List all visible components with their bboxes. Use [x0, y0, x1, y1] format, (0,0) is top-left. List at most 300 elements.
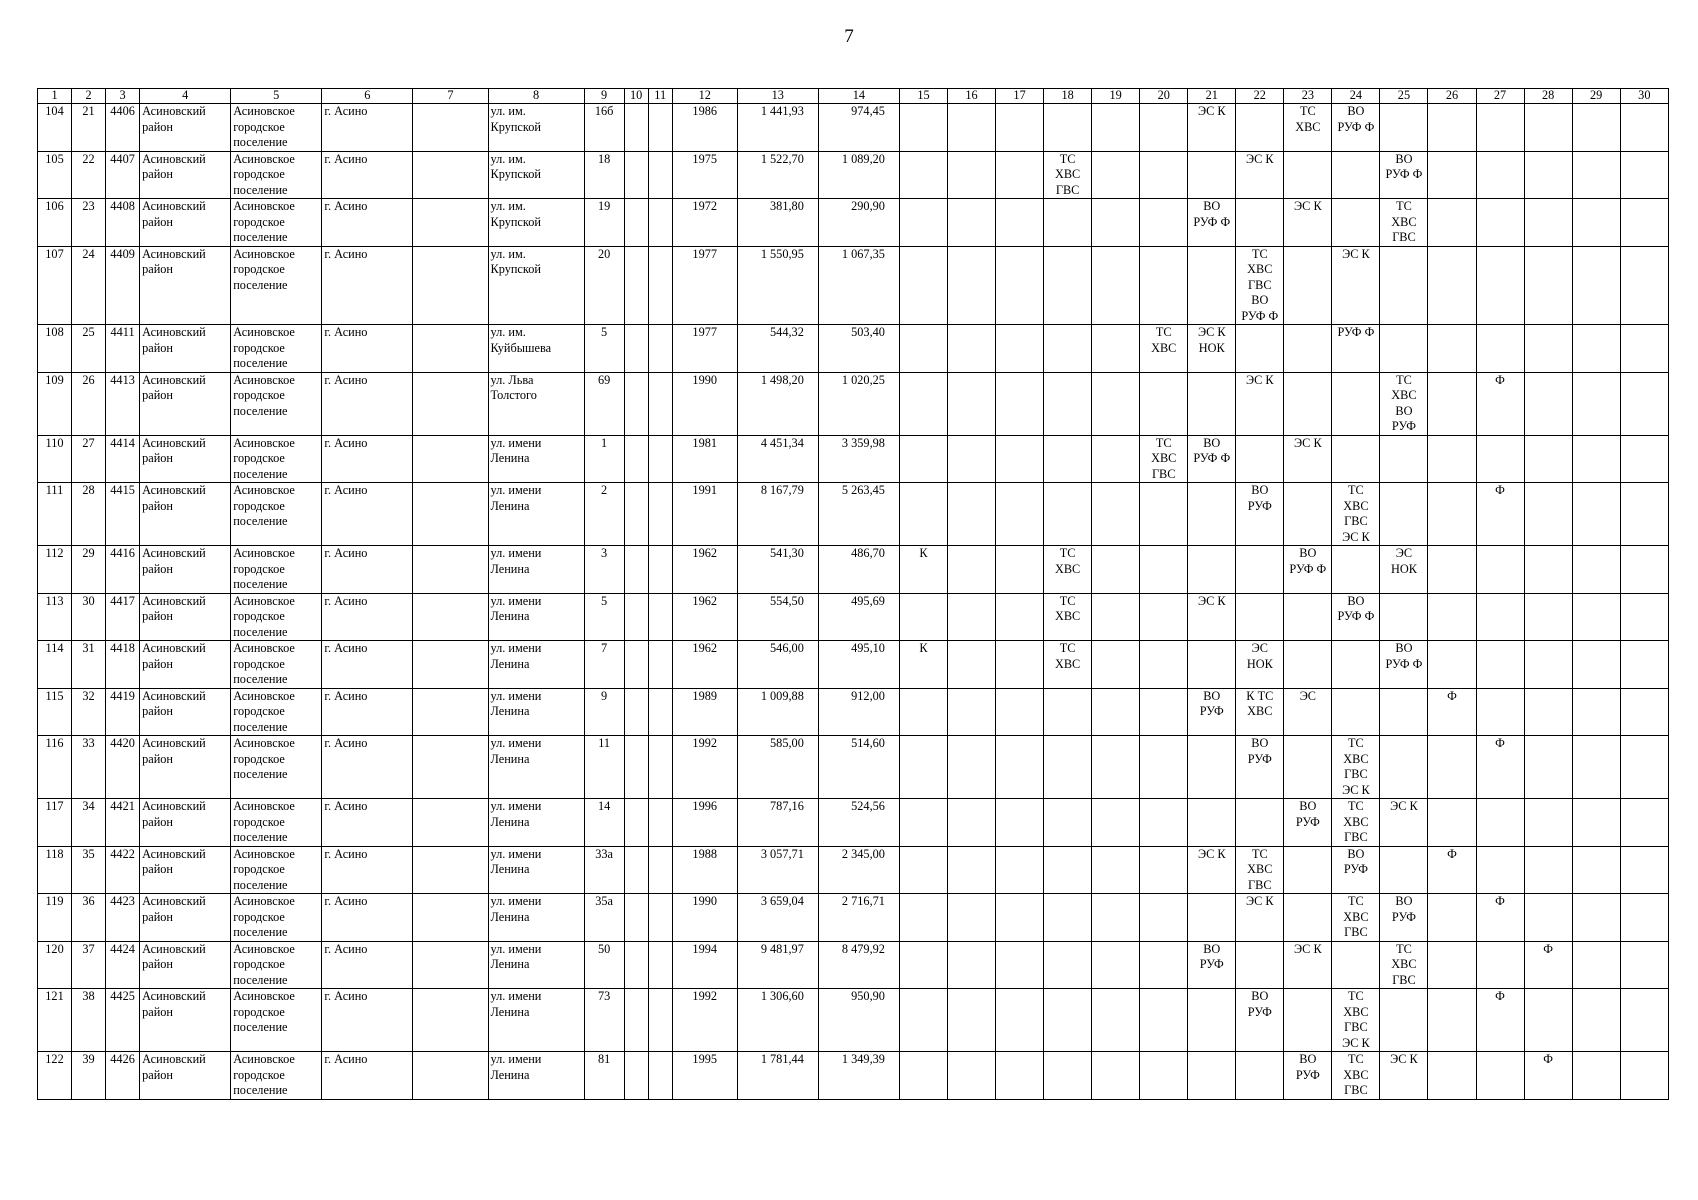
cell-city: г. Асино: [322, 325, 413, 373]
cell-district: Асиновский район: [140, 688, 231, 736]
cell-area-living: 524,56: [818, 799, 899, 847]
cell-area-living: 5 263,45: [818, 483, 899, 546]
cell-c16: [948, 199, 996, 247]
cell-c26: [1428, 593, 1476, 641]
column-header-8: 8: [488, 89, 584, 104]
cell-n: 121: [38, 989, 72, 1052]
cell-c11: [648, 199, 672, 247]
cell-c22: ВО РУФ: [1236, 483, 1284, 546]
column-header-17: 17: [996, 89, 1044, 104]
cell-district: Асиновский район: [140, 483, 231, 546]
cell-c28: [1524, 435, 1572, 483]
cell-settlement: Асиновское городское поселение: [231, 688, 322, 736]
cell-c22: [1236, 546, 1284, 594]
cell-c17: [996, 483, 1044, 546]
column-header-19: 19: [1092, 89, 1140, 104]
cell-n: 107: [38, 246, 72, 325]
cell-c24: ВО РУФ: [1332, 846, 1380, 894]
cell-c18: ТС ХВС: [1044, 641, 1092, 689]
cell-c25: ТС ХВС ГВС: [1380, 199, 1428, 247]
cell-c20: [1140, 894, 1188, 942]
cell-c30: [1620, 799, 1668, 847]
cell-o: 27: [72, 435, 106, 483]
cell-c7: [413, 736, 488, 799]
cell-c7: [413, 799, 488, 847]
cell-c21: ВО РУФ Ф: [1188, 199, 1236, 247]
table-row: [38, 546, 1669, 594]
cell-area-living: 2 345,00: [818, 846, 899, 894]
cell-c28: [1524, 846, 1572, 894]
cell-c19: [1092, 1052, 1140, 1100]
cell-c10: [624, 325, 648, 373]
cell-id: 4421: [106, 799, 140, 847]
cell-n: 119: [38, 894, 72, 942]
cell-area-living: 514,60: [818, 736, 899, 799]
cell-c25: ТС ХВС ГВС: [1380, 941, 1428, 989]
cell-c25: [1380, 593, 1428, 641]
cell-house: 18: [584, 151, 624, 199]
column-header-12: 12: [672, 89, 737, 104]
cell-c16: [948, 641, 996, 689]
cell-area-total: 3 659,04: [737, 894, 818, 942]
cell-c30: [1620, 989, 1668, 1052]
cell-c27: Ф: [1476, 483, 1524, 546]
cell-c17: [996, 151, 1044, 199]
cell-street: ул. имени Ленина: [488, 1052, 584, 1100]
cell-c15: [899, 736, 947, 799]
cell-c29: [1572, 246, 1620, 325]
cell-c24: ТС ХВС ГВС ЭС К: [1332, 483, 1380, 546]
cell-c30: [1620, 104, 1668, 152]
cell-c30: [1620, 199, 1668, 247]
cell-c17: [996, 246, 1044, 325]
cell-settlement: Асиновское городское поселение: [231, 593, 322, 641]
cell-id: 4414: [106, 435, 140, 483]
cell-c11: [648, 483, 672, 546]
cell-id: 4407: [106, 151, 140, 199]
cell-city: г. Асино: [322, 688, 413, 736]
cell-area-total: 787,16: [737, 799, 818, 847]
cell-c22: [1236, 325, 1284, 373]
cell-n: 117: [38, 799, 72, 847]
cell-c16: [948, 941, 996, 989]
cell-c11: [648, 593, 672, 641]
cell-c19: [1092, 941, 1140, 989]
cell-c22: ВО РУФ: [1236, 989, 1284, 1052]
cell-c30: [1620, 435, 1668, 483]
cell-c28: [1524, 104, 1572, 152]
cell-c10: [624, 483, 648, 546]
cell-c21: [1188, 546, 1236, 594]
cell-area-living: 1 067,35: [818, 246, 899, 325]
cell-c17: [996, 736, 1044, 799]
cell-c21: ЭС К НОК: [1188, 325, 1236, 373]
cell-district: Асиновский район: [140, 372, 231, 435]
column-header-18: 18: [1044, 89, 1092, 104]
cell-city: г. Асино: [322, 989, 413, 1052]
cell-c10: [624, 546, 648, 594]
cell-c20: [1140, 846, 1188, 894]
cell-c30: [1620, 941, 1668, 989]
cell-c26: [1428, 989, 1476, 1052]
cell-c19: [1092, 799, 1140, 847]
cell-c19: [1092, 435, 1140, 483]
cell-c26: [1428, 199, 1476, 247]
cell-district: Асиновский район: [140, 104, 231, 152]
cell-area-living: 1 089,20: [818, 151, 899, 199]
cell-city: г. Асино: [322, 246, 413, 325]
cell-area-total: 8 167,79: [737, 483, 818, 546]
cell-o: 36: [72, 894, 106, 942]
cell-c20: [1140, 372, 1188, 435]
cell-n: 114: [38, 641, 72, 689]
cell-house: 9: [584, 688, 624, 736]
column-header-29: 29: [1572, 89, 1620, 104]
cell-area-living: 912,00: [818, 688, 899, 736]
cell-c11: [648, 894, 672, 942]
cell-c23: [1284, 989, 1332, 1052]
cell-city: г. Асино: [322, 199, 413, 247]
cell-c22: [1236, 104, 1284, 152]
cell-c16: [948, 546, 996, 594]
cell-c10: [624, 435, 648, 483]
table-row: [38, 104, 1669, 152]
cell-c29: [1572, 641, 1620, 689]
cell-c11: [648, 325, 672, 373]
cell-street: ул. имени Ленина: [488, 593, 584, 641]
cell-house: 69: [584, 372, 624, 435]
cell-district: Асиновский район: [140, 1052, 231, 1100]
cell-c19: [1092, 688, 1140, 736]
cell-c26: [1428, 1052, 1476, 1100]
cell-area-total: 3 057,71: [737, 846, 818, 894]
table-row: [38, 593, 1669, 641]
cell-c17: [996, 325, 1044, 373]
cell-c7: [413, 941, 488, 989]
cell-n: 122: [38, 1052, 72, 1100]
cell-c26: [1428, 151, 1476, 199]
cell-c27: [1476, 688, 1524, 736]
cell-c26: [1428, 736, 1476, 799]
cell-c11: [648, 989, 672, 1052]
cell-c15: [899, 372, 947, 435]
cell-c26: [1428, 483, 1476, 546]
cell-c16: [948, 246, 996, 325]
cell-c27: Ф: [1476, 736, 1524, 799]
cell-c26: [1428, 894, 1476, 942]
table-row: [38, 199, 1669, 247]
cell-year: 1986: [672, 104, 737, 152]
cell-c22: ЭС К: [1236, 894, 1284, 942]
cell-city: г. Асино: [322, 641, 413, 689]
cell-year: 1988: [672, 846, 737, 894]
cell-c22: [1236, 593, 1284, 641]
cell-c16: [948, 894, 996, 942]
cell-c7: [413, 435, 488, 483]
cell-house: 2: [584, 483, 624, 546]
cell-c24: [1332, 435, 1380, 483]
cell-house: 73: [584, 989, 624, 1052]
cell-settlement: Асиновское городское поселение: [231, 846, 322, 894]
cell-c26: [1428, 246, 1476, 325]
cell-c28: [1524, 546, 1572, 594]
cell-c30: [1620, 1052, 1668, 1100]
cell-c19: [1092, 846, 1140, 894]
cell-c27: [1476, 435, 1524, 483]
column-header-2: 2: [72, 89, 106, 104]
table-row: [38, 641, 1669, 689]
cell-district: Асиновский район: [140, 799, 231, 847]
cell-house: 81: [584, 1052, 624, 1100]
cell-c25: [1380, 736, 1428, 799]
cell-c28: [1524, 688, 1572, 736]
cell-c25: [1380, 325, 1428, 373]
cell-house: 7: [584, 641, 624, 689]
cell-c26: [1428, 641, 1476, 689]
cell-c29: [1572, 989, 1620, 1052]
cell-year: 1977: [672, 246, 737, 325]
cell-district: Асиновский район: [140, 989, 231, 1052]
cell-c26: [1428, 799, 1476, 847]
cell-o: 33: [72, 736, 106, 799]
cell-c27: [1476, 799, 1524, 847]
cell-c27: [1476, 199, 1524, 247]
cell-c11: [648, 1052, 672, 1100]
cell-c18: [1044, 372, 1092, 435]
cell-c17: [996, 435, 1044, 483]
cell-id: 4415: [106, 483, 140, 546]
cell-c20: ТС ХВС: [1140, 325, 1188, 373]
cell-c17: [996, 688, 1044, 736]
cell-c19: [1092, 546, 1140, 594]
cell-c18: [1044, 799, 1092, 847]
cell-area-living: 3 359,98: [818, 435, 899, 483]
cell-id: 4418: [106, 641, 140, 689]
cell-c16: [948, 483, 996, 546]
cell-id: 4416: [106, 546, 140, 594]
cell-c23: ВО РУФ: [1284, 799, 1332, 847]
cell-c20: [1140, 104, 1188, 152]
cell-c27: [1476, 246, 1524, 325]
cell-id: 4408: [106, 199, 140, 247]
cell-c15: [899, 435, 947, 483]
cell-c20: [1140, 989, 1188, 1052]
cell-c24: ТС ХВС ГВС ЭС К: [1332, 989, 1380, 1052]
column-header-28: 28: [1524, 89, 1572, 104]
cell-n: 106: [38, 199, 72, 247]
cell-c29: [1572, 846, 1620, 894]
cell-c27: [1476, 546, 1524, 594]
cell-settlement: Асиновское городское поселение: [231, 483, 322, 546]
cell-c10: [624, 941, 648, 989]
cell-c28: [1524, 799, 1572, 847]
column-header-9: 9: [584, 89, 624, 104]
cell-area-living: 503,40: [818, 325, 899, 373]
cell-c16: [948, 989, 996, 1052]
cell-c25: [1380, 246, 1428, 325]
cell-c21: ЭС К: [1188, 846, 1236, 894]
cell-city: г. Асино: [322, 546, 413, 594]
cell-area-living: 495,10: [818, 641, 899, 689]
cell-settlement: Асиновское городское поселение: [231, 435, 322, 483]
cell-c27: Ф: [1476, 894, 1524, 942]
cell-c10: [624, 199, 648, 247]
cell-c25: ВО РУФ: [1380, 894, 1428, 942]
cell-c28: [1524, 593, 1572, 641]
cell-c18: ТС ХВС: [1044, 546, 1092, 594]
cell-c10: [624, 894, 648, 942]
cell-c21: [1188, 799, 1236, 847]
cell-id: 4426: [106, 1052, 140, 1100]
column-header-26: 26: [1428, 89, 1476, 104]
cell-c18: [1044, 941, 1092, 989]
cell-c7: [413, 894, 488, 942]
cell-c7: [413, 246, 488, 325]
cell-c10: [624, 246, 648, 325]
column-header-13: 13: [737, 89, 818, 104]
cell-id: 4411: [106, 325, 140, 373]
cell-c27: [1476, 1052, 1524, 1100]
cell-street: ул. им. Крупской: [488, 104, 584, 152]
cell-year: 1990: [672, 894, 737, 942]
table-row: [38, 688, 1669, 736]
cell-n: 108: [38, 325, 72, 373]
cell-street: ул. им. Крупской: [488, 199, 584, 247]
cell-c25: ЭС К: [1380, 1052, 1428, 1100]
cell-c7: [413, 546, 488, 594]
cell-c30: [1620, 546, 1668, 594]
cell-c21: ЭС К: [1188, 593, 1236, 641]
cell-c23: ВО РУФ Ф: [1284, 546, 1332, 594]
cell-c21: [1188, 246, 1236, 325]
cell-c22: ЭС К: [1236, 372, 1284, 435]
cell-c24: [1332, 199, 1380, 247]
cell-n: 104: [38, 104, 72, 152]
cell-c29: [1572, 799, 1620, 847]
page-number: 7: [844, 26, 854, 47]
table-row: [38, 372, 1669, 435]
cell-street: ул. имени Ленина: [488, 846, 584, 894]
cell-c17: [996, 199, 1044, 247]
cell-c25: ЭС К: [1380, 799, 1428, 847]
cell-c23: ЭС К: [1284, 435, 1332, 483]
cell-c23: [1284, 736, 1332, 799]
cell-c18: [1044, 104, 1092, 152]
cell-c23: [1284, 894, 1332, 942]
cell-o: 35: [72, 846, 106, 894]
table-row: [38, 483, 1669, 546]
cell-c28: [1524, 246, 1572, 325]
cell-c20: [1140, 593, 1188, 641]
cell-c20: ТС ХВС ГВС: [1140, 435, 1188, 483]
cell-c18: [1044, 736, 1092, 799]
cell-c7: [413, 1052, 488, 1100]
cell-house: 14: [584, 799, 624, 847]
cell-c20: [1140, 799, 1188, 847]
cell-c15: [899, 593, 947, 641]
cell-c28: Ф: [1524, 941, 1572, 989]
cell-o: 30: [72, 593, 106, 641]
cell-c20: [1140, 1052, 1188, 1100]
cell-c23: ТС ХВС: [1284, 104, 1332, 152]
cell-c30: [1620, 246, 1668, 325]
cell-c26: Ф: [1428, 688, 1476, 736]
cell-city: г. Асино: [322, 104, 413, 152]
cell-o: 38: [72, 989, 106, 1052]
cell-c30: [1620, 325, 1668, 373]
cell-c29: [1572, 894, 1620, 942]
cell-c22: [1236, 199, 1284, 247]
cell-c25: ТС ХВС ВО РУФ: [1380, 372, 1428, 435]
cell-c25: [1380, 435, 1428, 483]
cell-c24: [1332, 641, 1380, 689]
cell-o: 28: [72, 483, 106, 546]
cell-district: Асиновский район: [140, 641, 231, 689]
cell-c11: [648, 546, 672, 594]
table-row: [38, 151, 1669, 199]
cell-c26: [1428, 941, 1476, 989]
table-row: [38, 325, 1669, 373]
cell-c25: [1380, 688, 1428, 736]
cell-c26: [1428, 104, 1476, 152]
cell-area-total: 544,32: [737, 325, 818, 373]
cell-c18: [1044, 1052, 1092, 1100]
cell-area-living: 1 020,25: [818, 372, 899, 435]
cell-c24: ТС ХВС ГВС: [1332, 799, 1380, 847]
cell-c15: [899, 104, 947, 152]
cell-city: г. Асино: [322, 593, 413, 641]
cell-c24: [1332, 546, 1380, 594]
cell-c18: [1044, 989, 1092, 1052]
cell-id: 4406: [106, 104, 140, 152]
cell-c27: [1476, 593, 1524, 641]
cell-c18: ТС ХВС: [1044, 593, 1092, 641]
cell-c30: [1620, 846, 1668, 894]
column-header-5: 5: [231, 89, 322, 104]
cell-area-total: 1 550,95: [737, 246, 818, 325]
cell-c21: [1188, 483, 1236, 546]
cell-street: ул. имени Ленина: [488, 688, 584, 736]
cell-n: 110: [38, 435, 72, 483]
cell-c15: [899, 941, 947, 989]
table-row: [38, 989, 1669, 1052]
cell-c20: [1140, 246, 1188, 325]
column-header-24: 24: [1332, 89, 1380, 104]
cell-c21: [1188, 151, 1236, 199]
cell-district: Асиновский район: [140, 736, 231, 799]
cell-c27: [1476, 641, 1524, 689]
cell-city: г. Асино: [322, 941, 413, 989]
cell-c7: [413, 641, 488, 689]
cell-c17: [996, 104, 1044, 152]
cell-c7: [413, 688, 488, 736]
cell-c16: [948, 151, 996, 199]
cell-c17: [996, 546, 1044, 594]
cell-area-total: 1 441,93: [737, 104, 818, 152]
cell-c10: [624, 846, 648, 894]
cell-n: 113: [38, 593, 72, 641]
cell-c7: [413, 325, 488, 373]
table-row: [38, 736, 1669, 799]
cell-c27: Ф: [1476, 372, 1524, 435]
cell-c27: [1476, 941, 1524, 989]
cell-o: 34: [72, 799, 106, 847]
cell-street: ул. имени Ленина: [488, 483, 584, 546]
cell-o: 24: [72, 246, 106, 325]
cell-c24: [1332, 688, 1380, 736]
cell-year: 1962: [672, 593, 737, 641]
cell-c16: [948, 435, 996, 483]
